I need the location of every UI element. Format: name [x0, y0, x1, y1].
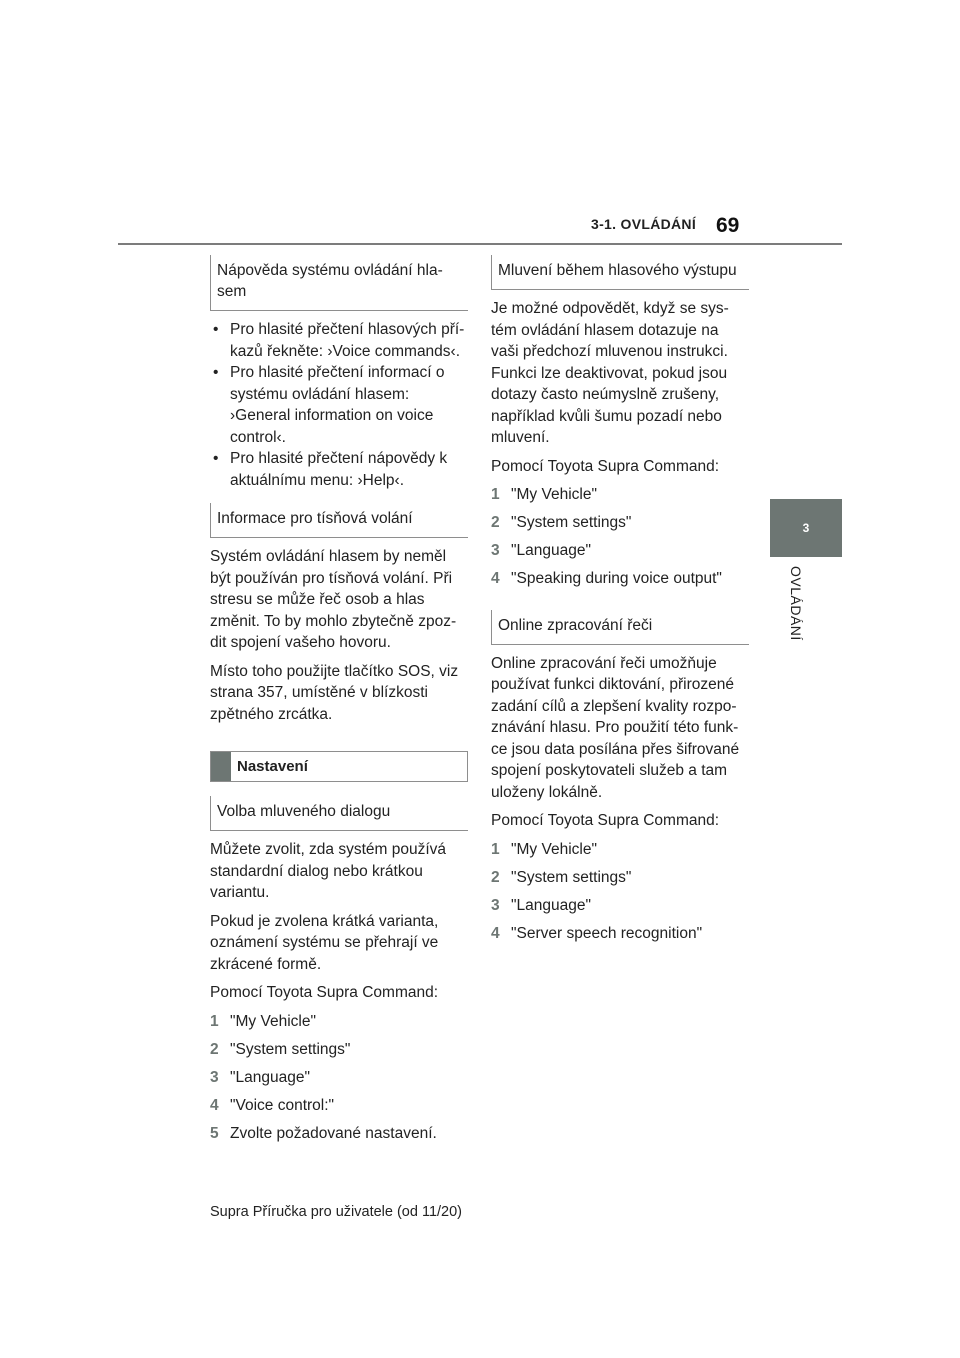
section-marker — [211, 752, 231, 781]
list-item — [210, 1039, 468, 1061]
step-text: "Server speech recognition" — [511, 924, 703, 942]
left-column — [210, 255, 468, 1156]
step-number: 1 — [210, 1012, 219, 1030]
list-item: • Pro hlasité přečtení nápovědy k aktuálnímu menu: ›Help‹. — [210, 448, 468, 491]
list-item: • Pro hlasité přečtení hlasových pří-kazů řekněte: ›Voice commands‹. — [210, 319, 468, 362]
list-item — [210, 1067, 468, 1089]
subheading-emergency: Informace pro tísňová volání — [210, 503, 468, 538]
list-item — [491, 839, 749, 861]
list-item — [491, 895, 749, 917]
paragraph: Systém ovládání hlasem by neměl být používán pro tísňová volání. Při stresu se může řeč osob a hlas změnit. To by mohlo zbytečně zpoz-dit spojení vašeho hovoru. — [210, 548, 457, 651]
step-number: 4 — [491, 570, 500, 587]
paragraph: Pomocí Toyota Supra Command: — [491, 457, 720, 475]
step-number: 3 — [491, 896, 500, 914]
step-text: Zvolte požadované nastavení. — [230, 1124, 437, 1142]
paragraph: Pokud je zvolena krátká varianta, oznámení systému se přehrají ve zkrácené formě. — [210, 912, 439, 973]
help-bullet-list — [210, 319, 468, 491]
chapter-number: 3 — [802, 521, 810, 535]
footer-text: Supra Příručka pro uživatele (od 11/20) — [210, 1204, 463, 1220]
paragraph: Místo toho použijte tlačítko SOS, viz strana 357, umístěné v blízkosti zpětného zrcátka. — [210, 662, 459, 723]
step-text: "Speaking during voice output" — [511, 570, 722, 587]
list-item: • Pro hlasité přečtení informací o systému ovládání hlasem: ›General information on voice control‹. — [210, 362, 468, 448]
step-text: "My Vehicle" — [511, 486, 597, 503]
paragraph: Pomocí Toyota Supra Command: — [491, 812, 720, 829]
subheading-speaking-output: Mluvení během hlasového výstupu — [491, 255, 749, 290]
list-item — [210, 1095, 468, 1117]
list-item — [491, 540, 749, 562]
paragraph: Můžete zvolit, zda systém používá standardní dialog nebo krátkou variantu. — [210, 841, 447, 901]
step-number: 4 — [491, 924, 500, 942]
subheading-dialog: Volba mluveného dialogu — [210, 796, 468, 831]
list-item — [210, 1011, 468, 1033]
section-title: Nastavení — [237, 758, 308, 775]
step-text: "Language" — [511, 542, 591, 559]
steps-list — [491, 484, 749, 590]
step-text: "Language" — [230, 1068, 310, 1086]
list-item — [210, 1123, 468, 1145]
step-text: "Voice control:" — [230, 1096, 335, 1114]
step-number: 1 — [491, 840, 500, 858]
paragraph: Je možné odpovědět, když se sys-tém ovládání hlasem dotazuje na vaši předchozí mluvenou instrukci. Funkci lze deaktivovat, pokud jsou dotazy často neúmyslně zrušeny, například kvůli šumu pozadí nebo mluvení. — [491, 300, 729, 446]
page-number: 69 — [716, 214, 740, 237]
list-item — [491, 484, 749, 506]
step-number: 3 — [491, 542, 500, 559]
paragraph: Pomocí Toyota Supra Command: — [210, 984, 439, 1001]
step-number: 4 — [210, 1096, 219, 1114]
steps-list — [210, 1011, 468, 1145]
header-rule — [118, 243, 842, 245]
subheading-online-speech: Online zpracování řeči — [491, 610, 749, 645]
step-number: 2 — [491, 868, 500, 886]
step-text: "My Vehicle" — [230, 1012, 316, 1030]
list-item — [491, 923, 749, 945]
chapter-title: OVLÁDÁNÍ — [788, 566, 804, 641]
step-number: 1 — [491, 486, 500, 503]
right-column — [491, 255, 749, 956]
subheading-voice-help: Nápověda systému ovládání hla-sem — [210, 255, 468, 311]
section-heading-settings — [210, 751, 468, 782]
section-header: 3-1. OVLÁDÁNÍ — [591, 216, 697, 232]
step-number: 2 — [210, 1040, 219, 1058]
paragraph: Online zpracování řeči umožňuje používat funkci diktování, přirozené zadání cílů a zlepšení kvality rozpo-znávání hlasu. Pro použití této funk-ce jsou data posílána přes šifrované spojení poskytovateli služeb a tam uloženy lokálně. — [491, 654, 740, 801]
step-number: 3 — [210, 1068, 219, 1086]
step-text: "System settings" — [230, 1040, 351, 1058]
steps-list — [491, 839, 749, 945]
step-number: 2 — [491, 514, 500, 531]
step-number: 5 — [210, 1124, 219, 1142]
list-item — [491, 512, 749, 534]
list-item — [491, 568, 749, 590]
step-text: "My Vehicle" — [511, 840, 597, 858]
list-item — [491, 867, 749, 889]
chapter-tab — [770, 499, 842, 557]
step-text: "System settings" — [511, 514, 632, 531]
step-text: "Language" — [511, 896, 591, 914]
step-text: "System settings" — [511, 868, 632, 886]
